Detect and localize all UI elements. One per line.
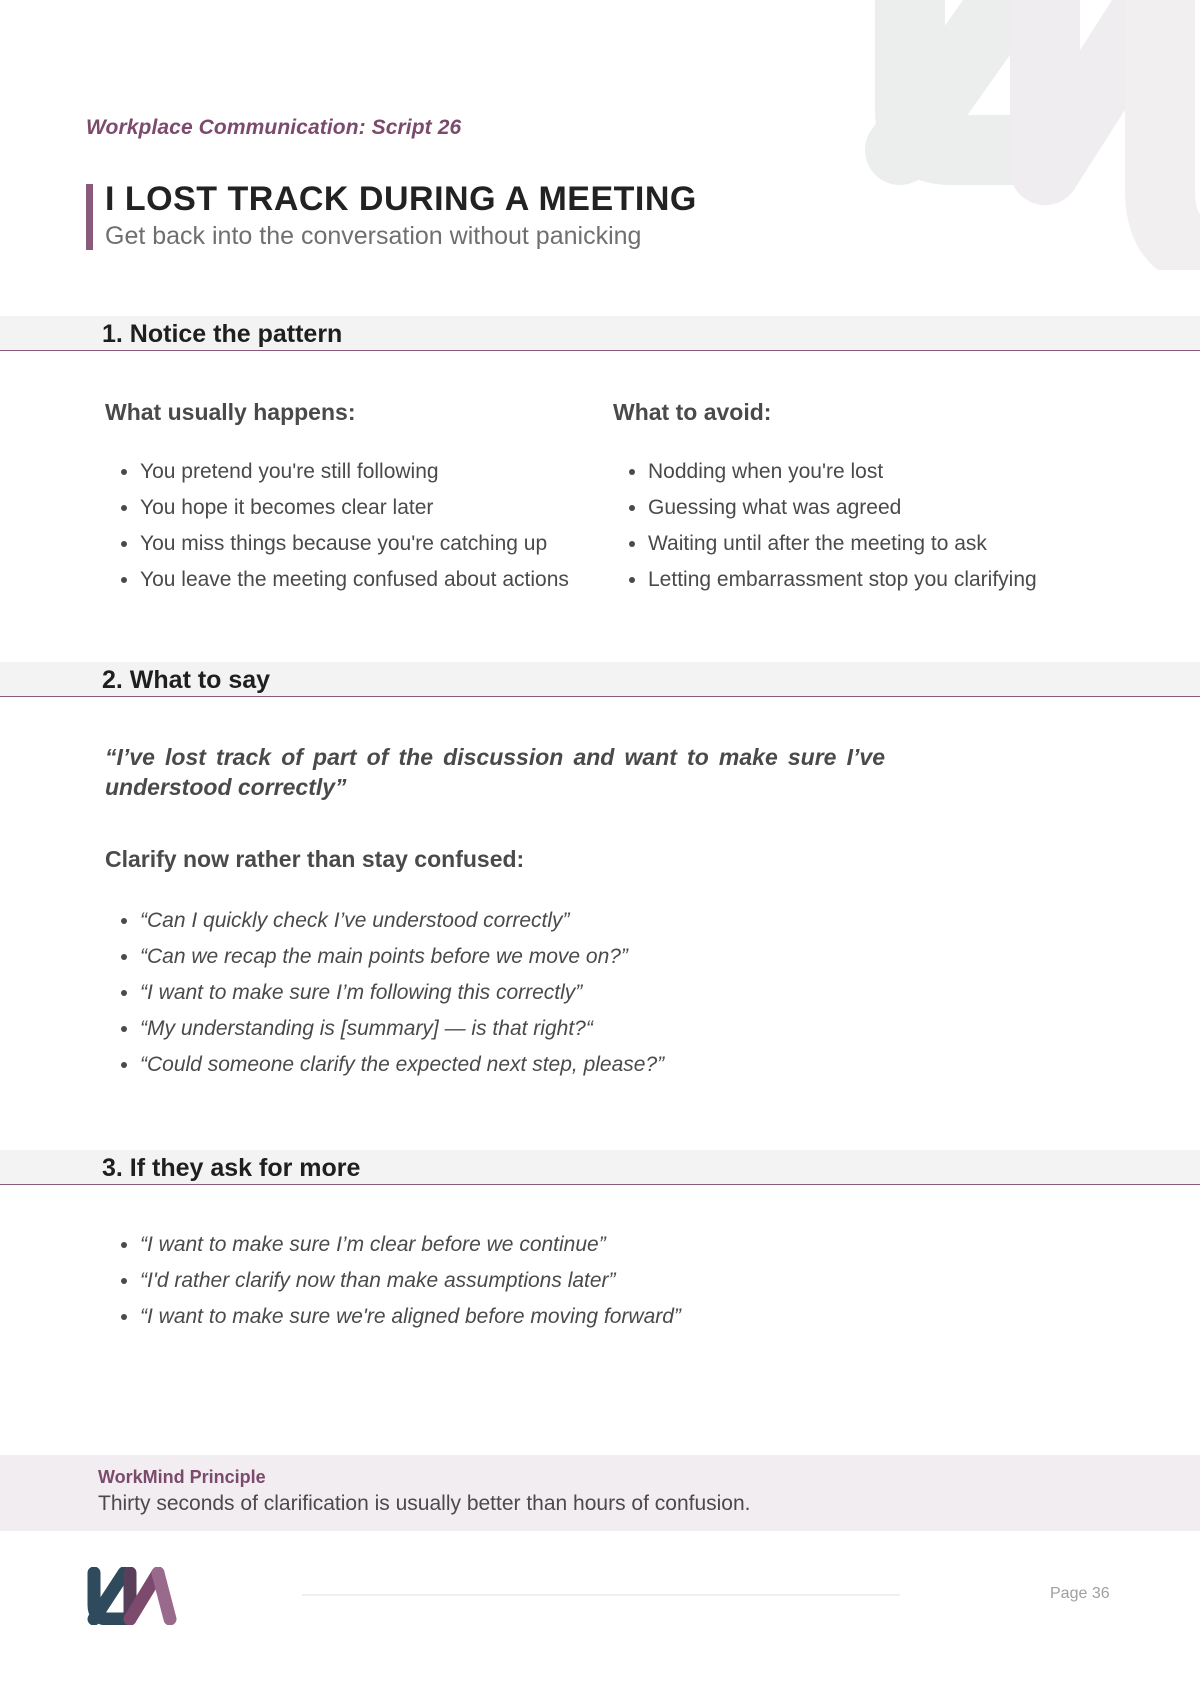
principle-label: WorkMind Principle: [98, 1467, 266, 1487]
list-item: • “Can we recap the main points before we move on?”: [140, 939, 664, 975]
key-phrase-quote: “I’ve lost track of part of the discussion and want to make sure I’ve understood correctly”: [105, 744, 885, 800]
what-usually-happens-list: [105, 454, 569, 598]
section-title: 3. If they ask for more: [102, 1154, 361, 1182]
section-title: 2. What to say: [102, 666, 271, 694]
workmind-logo-icon: [84, 1567, 178, 1625]
principle-callout: [0, 1455, 1200, 1531]
list-item: • “I'd rather clarify now than make assumptions later”: [140, 1263, 681, 1299]
list-item: • “My understanding is [summary] — is that right?“: [140, 1011, 664, 1047]
list-item: • “Could someone clarify the expected next step, please?”: [140, 1047, 664, 1083]
list-item: • You pretend you're still following: [140, 454, 569, 490]
footer-divider: [302, 1594, 900, 1596]
clarify-phrases-list: [105, 903, 664, 1083]
list-item: • Letting embarrassment stop you clarifying: [648, 562, 1037, 598]
list-item: • You leave the meeting confused about actions: [140, 562, 569, 598]
follow-up-phrases-list: [105, 1227, 681, 1335]
list-item: • You miss things because you're catching up: [140, 526, 569, 562]
section-header-notice-pattern: [0, 316, 1200, 351]
list-item: • Nodding when you're lost: [648, 454, 1037, 490]
list-item: • “I want to make sure I’m clear before we continue”: [140, 1227, 681, 1263]
title-accent-bar: [86, 184, 93, 250]
document-kicker: Workplace Communication: Script 26: [86, 116, 462, 139]
page-subtitle: Get back into the conversation without panicking: [105, 222, 642, 250]
clarify-heading: Clarify now rather than stay confused:: [105, 846, 525, 872]
page-title: I LOST TRACK DURING A MEETING: [105, 180, 697, 218]
watermark-logo-icon: [860, 0, 1200, 270]
section-title: 1. Notice the pattern: [102, 320, 343, 348]
principle-text: Thirty seconds of clarification is usually better than hours of confusion.: [98, 1492, 751, 1515]
what-usually-happens-heading: What usually happens:: [105, 399, 356, 425]
page-number: Page 36: [1050, 1585, 1110, 1602]
list-item: • “I want to make sure I’m following this correctly”: [140, 975, 664, 1011]
what-to-avoid-list: [613, 454, 1037, 598]
list-item: • Waiting until after the meeting to ask: [648, 526, 1037, 562]
what-to-avoid-heading: What to avoid:: [613, 399, 772, 425]
list-item: • “Can I quickly check I’ve understood correctly”: [140, 903, 664, 939]
section-header-what-to-say: [0, 662, 1200, 697]
list-item: • Guessing what was agreed: [648, 490, 1037, 526]
section-header-if-they-ask: [0, 1150, 1200, 1185]
list-item: • “I want to make sure we're aligned before moving forward”: [140, 1299, 681, 1335]
list-item: • You hope it becomes clear later: [140, 490, 569, 526]
